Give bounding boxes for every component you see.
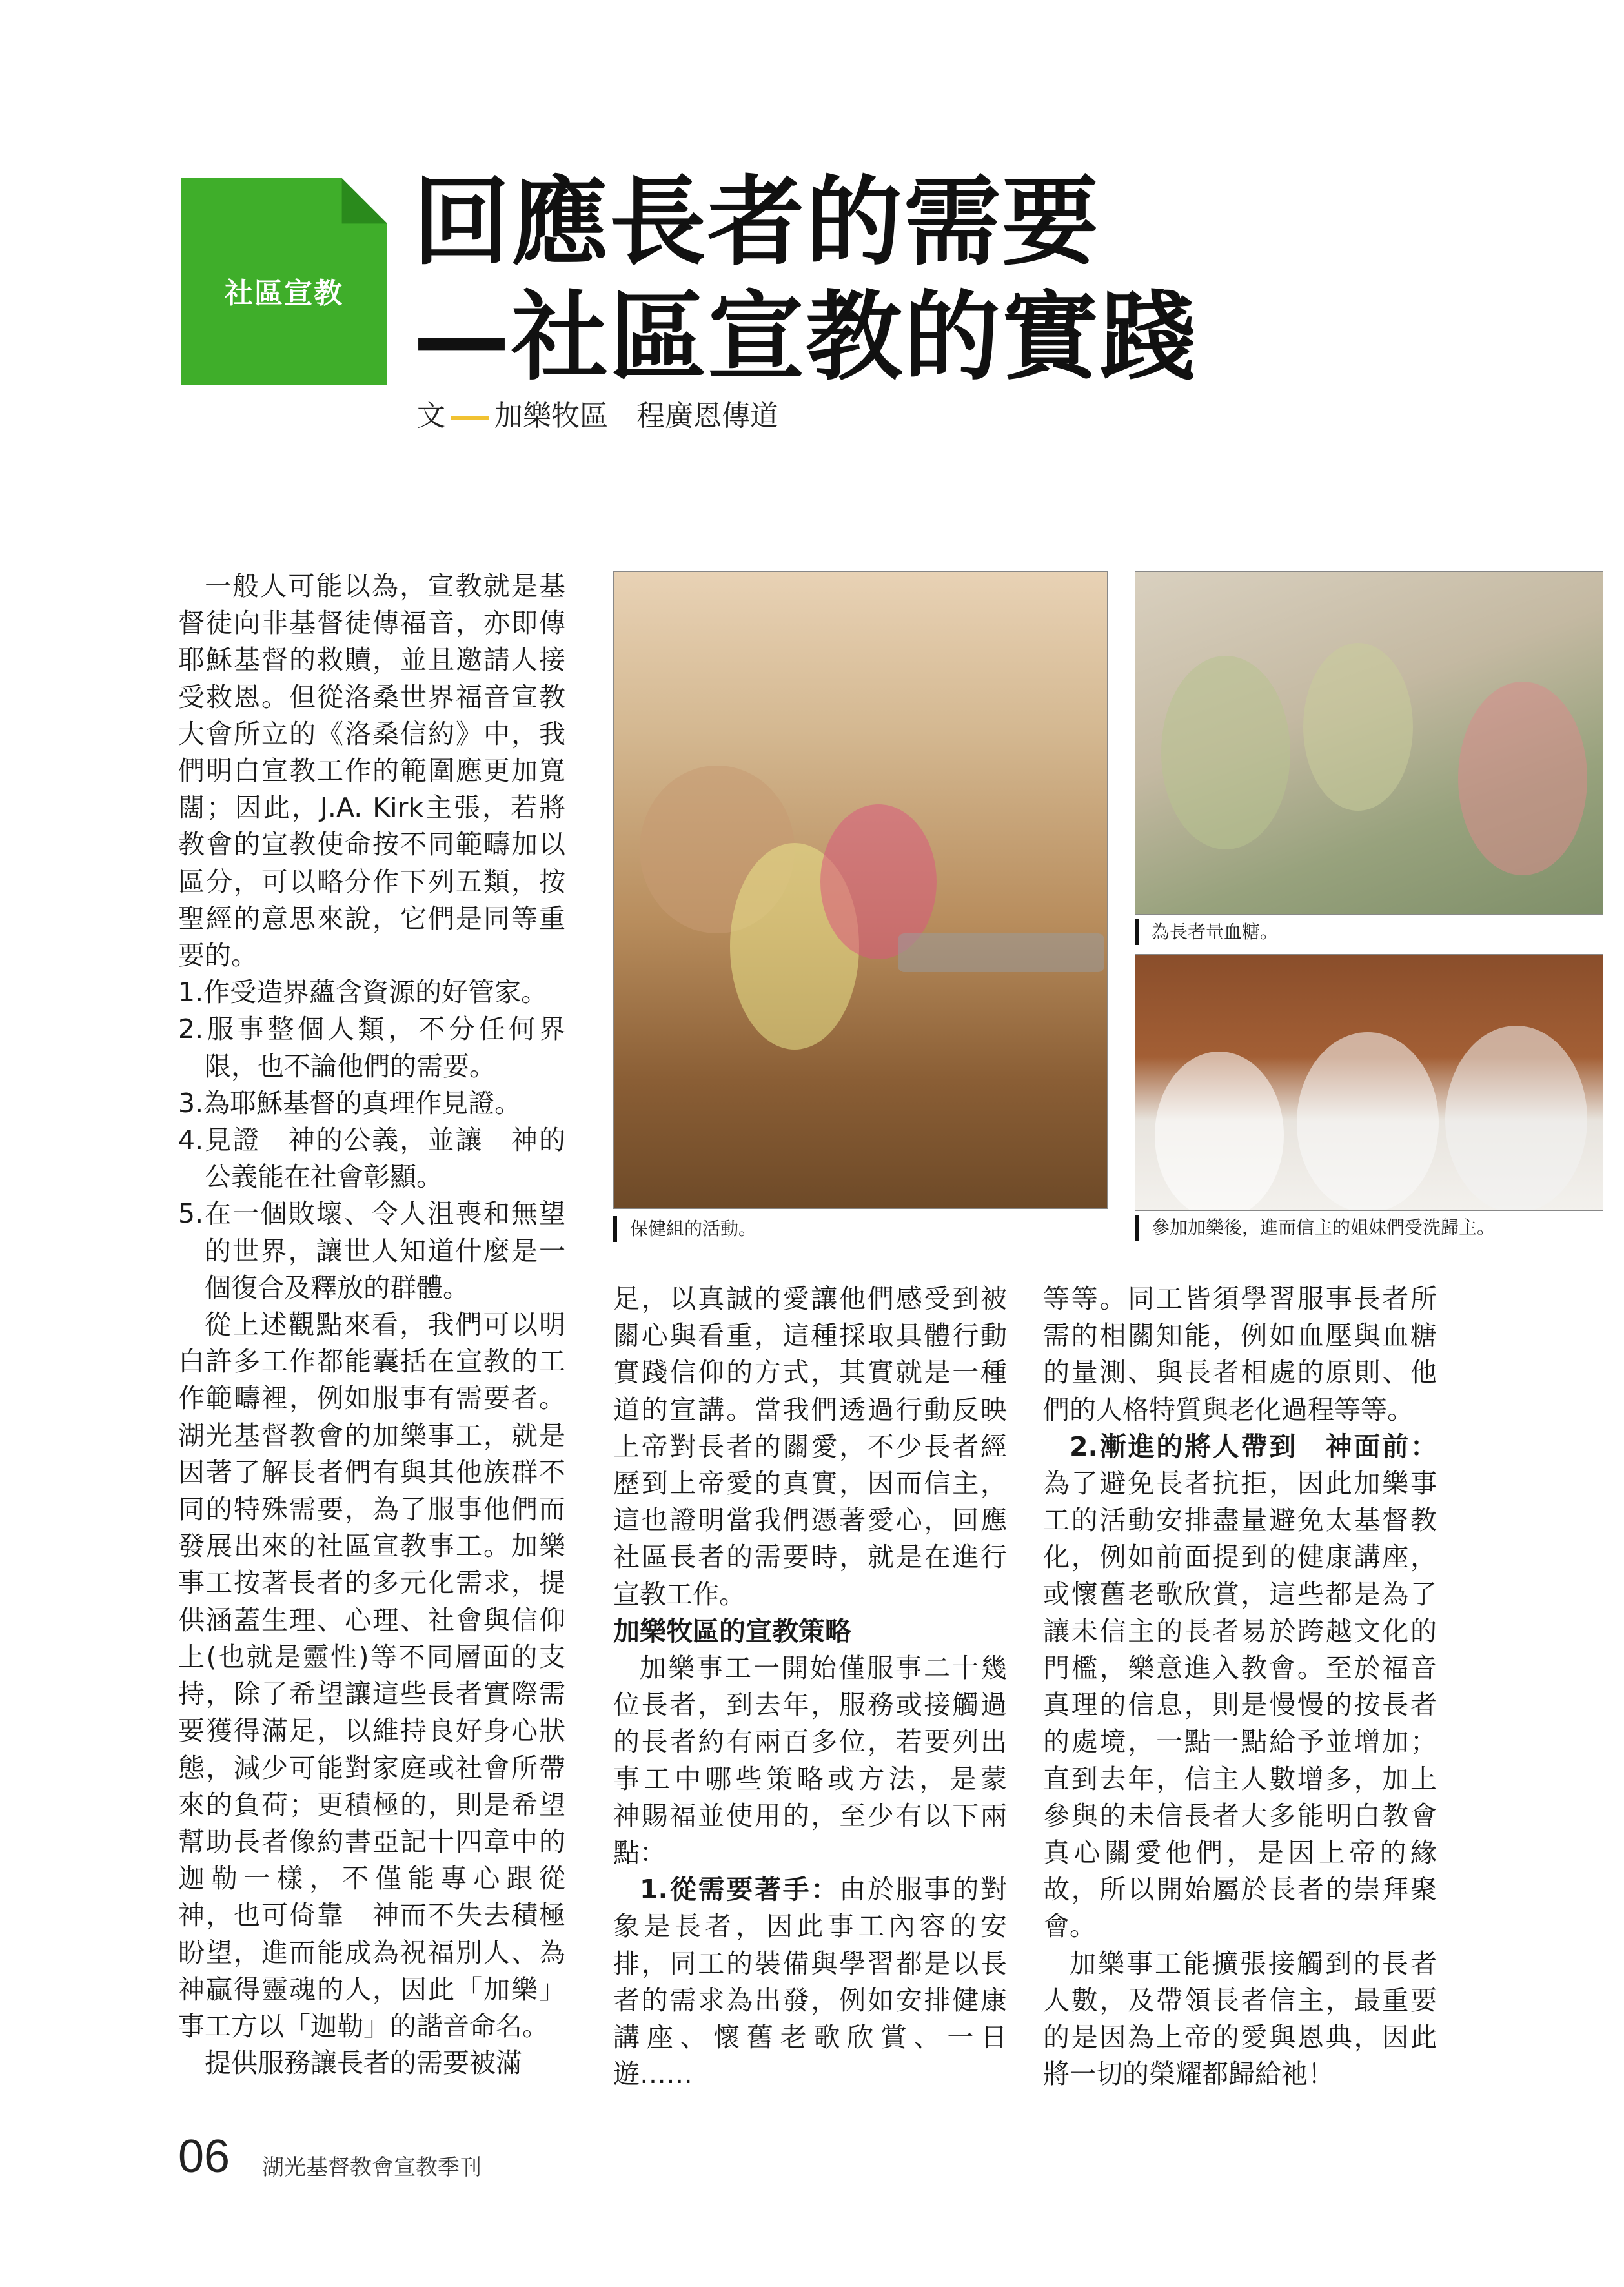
- list-item: 1.作受造界蘊含資源的好管家。: [178, 977, 548, 1008]
- paragraph: [1043, 1428, 1437, 1946]
- point-text: 由於服事的對象是長者，因此事工內容的安排，同工的裝備與學習都是以長者的需求為出發，例如安排健康講座、懷舊老歌欣賞、一日遊……: [613, 1874, 1008, 2090]
- photo-caption: 保健組的活動。: [613, 1216, 1108, 1242]
- list-item: 5.在一個敗壞、令人沮喪和無望的世界，讓世人知道什麼是一個復合及釋放的群體。: [178, 1198, 565, 1303]
- list-item: 3.為耶穌基督的真理作見證。: [178, 1087, 522, 1119]
- paragraph: 提供服務讓長者的需要被滿: [205, 2048, 522, 2079]
- byline: [417, 392, 778, 434]
- photo-exercise-class: [613, 571, 1108, 1209]
- list-item: 4.見證 神的公義，並讓 神的公義能在社會彰顯。: [178, 1124, 565, 1193]
- paragraph: 從上述觀點來看，我們可以明白許多工作都能囊括在宣教的工作範疇裡，例如服事有需要者。湖光基督教會的加樂事工，就是因著了解長者們有與其他族群不同的特殊需要，為了服事他們而發展出來的社區宣教事工。加樂事工按著長者的多元化需求，提供涵蓋生理、心理、社會與信仰上(也就是靈性)等不同層面的支持，除了希望讓這些長者實際需要獲得滿足，以維持良好身心狀態，減少可能對家庭或社會所帶來的負荷；更積極的，則是希望幫助長者像約書亞記十四章中的迦勒一樣，不僅能專心跟從 神，也可倚靠 神而不失去積極盼望，進而能成為祝福別人、為 神贏得靈魂的人，因此「加樂」事工方以「迦勒」的諧音命名。: [178, 1309, 592, 2042]
- byline-author: 加樂牧區 程廣恩傳道: [494, 400, 778, 432]
- photo-blood-sugar-test: [1135, 571, 1603, 915]
- point-label: 2.漸進的將人帶到 神面前：: [1070, 1430, 1437, 1462]
- paragraph: 等等。同工皆須學習服事長者所需的相關知能，例如血壓與血糖的量測、與長者相處的原則、他們的人格特質與老化過程等等。: [1043, 1283, 1437, 1425]
- photo-figure: [1458, 682, 1587, 875]
- point-label: 1.從需要著手：: [640, 1874, 840, 1906]
- article-title-line1: 回應長者的需要: [413, 167, 1101, 279]
- photo-figure: [1303, 643, 1413, 811]
- photo-baptism: [1135, 954, 1603, 1211]
- column-3: [1043, 1281, 1437, 2093]
- photo-figure: [1445, 1026, 1587, 1211]
- paragraph: 加樂事工能擴張接觸到的長者人數，及帶領長者信主，最重要的是因為上帝的愛與恩典，因此將一切的榮耀都歸給祂！: [1043, 1947, 1437, 2090]
- paragraph: 加樂事工一開始僅服事二十幾位長者，到去年，服務或接觸過的長者約有兩百多位，若要列出事工中哪些策略或方法，是蒙 神賜福並使用的，至少有以下兩點：: [613, 1652, 1033, 1869]
- page-number: 06: [178, 2131, 230, 2182]
- column-2: [613, 1281, 1033, 2093]
- point-text: 為了避免長者抗拒，因此加樂事工的活動安排盡量避免太基督教化，例如前面提到的健康講座，或懷舊老歌欣賞，這些都是為了讓未信主的長者易於跨越文化的門檻，樂意進入教會。至於福音真理的信息，則是慢慢的按長者的處境，一點一點給予並增加；直到去年，信主人數增多，加上參與的未信長者大多能明白教會真心關愛他們，是因上帝的緣故，所以開始屬於長者的崇拜聚會。: [1043, 1468, 1437, 1942]
- section-heading: 加樂牧區的宣教策略: [613, 1615, 851, 1647]
- photo-caption: 為長者量血糖。: [1135, 919, 1603, 945]
- publication-title: 湖光基督教會宣教季刊: [262, 2155, 482, 2180]
- paragraph: 足，以真誠的愛讓他們感受到被關心與看重，這種採取具體行動實踐信仰的方式，其實就是一種道的宣講。當我們透過行動反映上帝對長者的關愛，不少長者經歷到上帝愛的真實，因而信主，這也證明當我們憑著愛心，回應社區長者的需要時，就是在進行宣教工作。: [613, 1283, 1007, 1610]
- paragraph: [613, 1871, 1007, 2093]
- photo-figure: [1297, 1032, 1439, 1211]
- section-tag-label: 社區宣教: [225, 277, 343, 310]
- paragraph: 一般人可能以為，宣教就是基督徒向非基督徒傳福音，亦即傳耶穌基督的救贖，並且邀請人接受救恩。但從洛桑世界福音宣教大會所立的《洛桑信約》中，我們明白宣教工作的範圍應更加寬闊；因此，J.A. Kirk主張，若將教會的宣教使命按不同範疇加以區分，可以略分作下列五類，按聖經的意思來說，它們是同等重要的。: [178, 571, 565, 971]
- photo-caption: 參加加樂後，進而信主的姐妹們受洗歸主。: [1135, 1215, 1603, 1241]
- photo-figure: [1161, 656, 1290, 849]
- list-item: 2.服事整個人類，不分任何界限，也不論他們的需要。: [178, 1013, 565, 1082]
- article-title-line2: —社區宣教的實踐: [413, 281, 1199, 394]
- photo-rail: [898, 933, 1104, 972]
- column-1: [178, 568, 592, 2082]
- byline-dash: [451, 416, 489, 420]
- byline-prefix: 文: [417, 400, 445, 432]
- photo-figure: [1155, 1052, 1284, 1211]
